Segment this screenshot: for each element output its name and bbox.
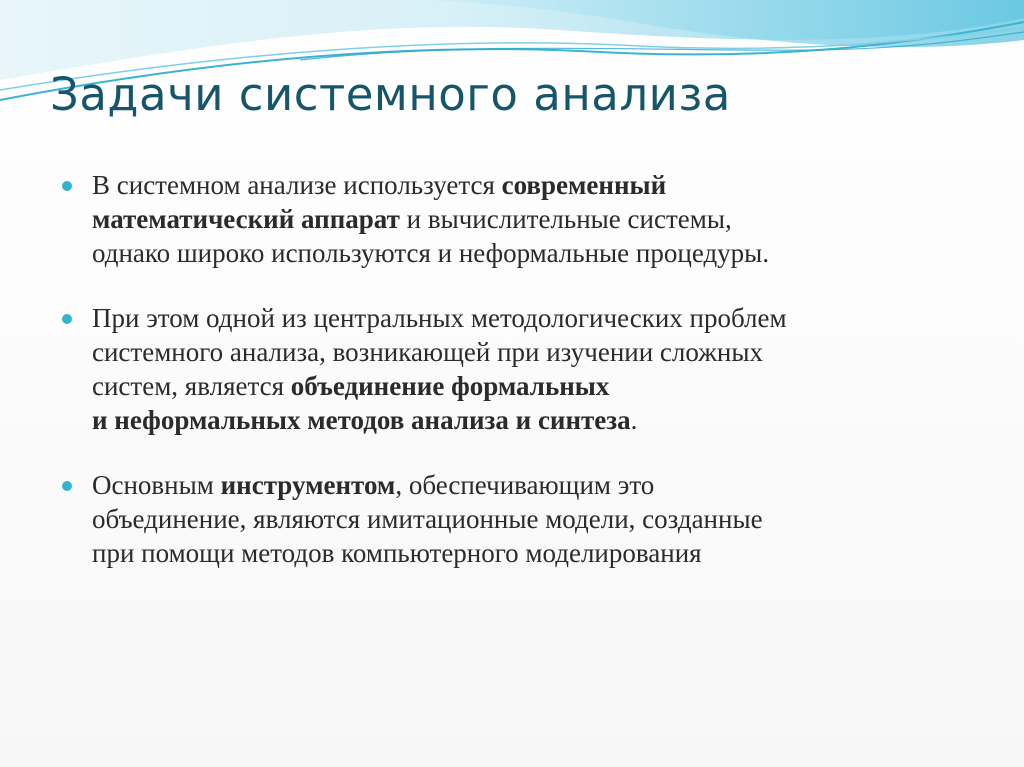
bullet-line (92, 202, 992, 236)
text-segment: Основным (92, 470, 221, 500)
bold-text: объединение формальных (290, 371, 610, 401)
bullet-line (92, 369, 992, 403)
text-segment: При этом одной из центральных методологических проблем (92, 303, 787, 333)
bullet-dot-icon (62, 314, 72, 324)
bullet-line (92, 301, 992, 335)
bullet-line (92, 168, 992, 202)
bullet-dot-icon (62, 181, 72, 191)
text-segment: системного анализа, возникающей при изучении сложных (92, 337, 763, 367)
bullet-list (92, 168, 992, 570)
slide-title: Задачи системного анализа (50, 68, 731, 121)
bullet-line (92, 335, 992, 369)
bullet-line (92, 468, 992, 502)
bold-text: математический аппарат (92, 204, 400, 234)
text-segment: и вычислительные системы, (399, 204, 732, 234)
bold-text: инструментом (220, 470, 396, 500)
bullet-line (92, 536, 992, 570)
bold-text: и неформальных методов анализа и синтеза (92, 405, 631, 435)
bullet-item (92, 468, 992, 570)
bullet-item (92, 168, 992, 270)
text-segment: однако широко используются и неформальные процедуры. (92, 238, 770, 268)
bullet-line (92, 502, 992, 536)
text-segment: систем, является (92, 371, 291, 401)
bullet-line (92, 236, 992, 270)
text-segment: , обеспечивающим это (395, 470, 655, 500)
text-segment: объединение, являются имитационные модели, созданные (92, 504, 763, 534)
bullet-line (92, 403, 992, 437)
text-segment: . (630, 405, 638, 435)
text-segment: В системном анализе используется (92, 170, 502, 200)
bullet-item (92, 301, 992, 437)
bold-text: современный (501, 170, 667, 200)
bullet-dot-icon (62, 481, 72, 491)
text-segment: при помощи методов компьютерного моделирования (92, 538, 702, 568)
